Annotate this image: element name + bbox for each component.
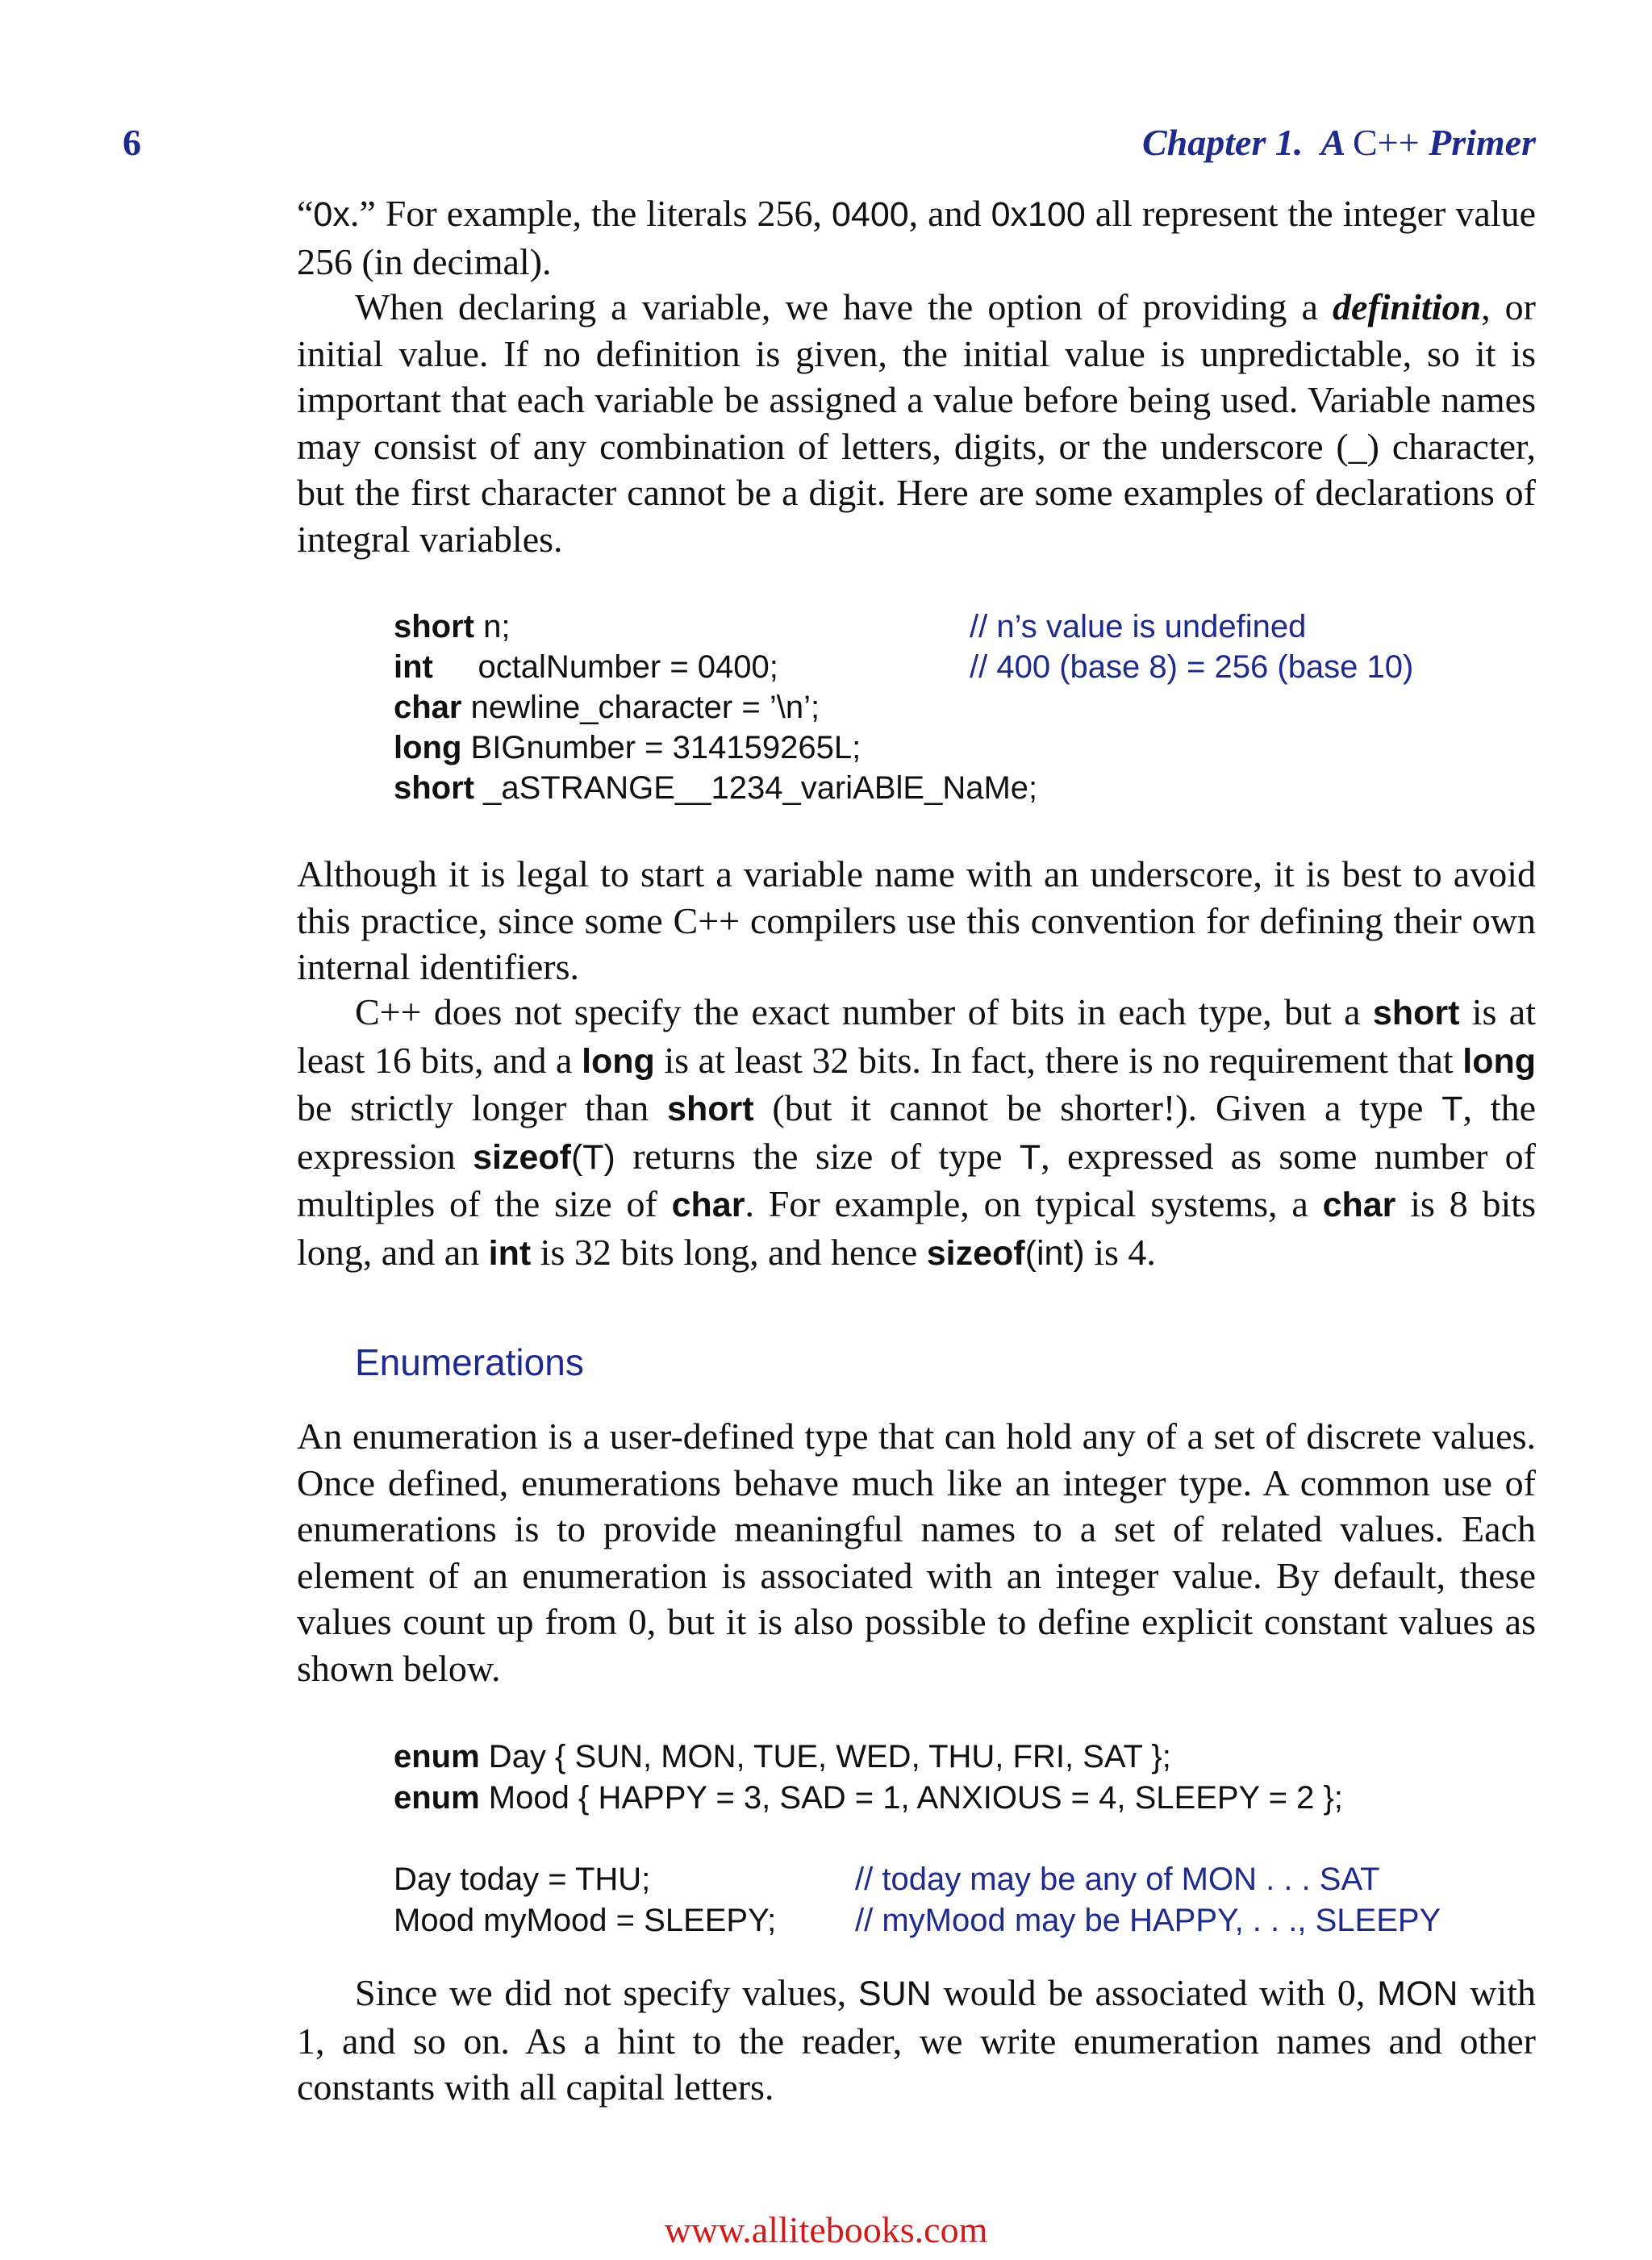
- code-line: [394, 1859, 650, 1899]
- paragraph-5: [297, 1413, 1536, 1691]
- code-line: [394, 1778, 1343, 1818]
- code-comment: // n’s value is undefined: [970, 609, 1307, 644]
- section-heading: Enumerations: [355, 1341, 584, 1383]
- text: would be associated with 0,: [931, 1972, 1378, 2013]
- code-keyword: enum: [394, 1780, 480, 1816]
- code-text: Mood myMood = SLEEPY;: [394, 1903, 777, 1938]
- code-comment: // myMood may be HAPPY, . . ., SLEEPY: [855, 1903, 1441, 1938]
- keyword-sizeof: sizeof: [473, 1137, 571, 1177]
- code-text: Mood { HAPPY = 3, SAD = 1, ANXIOUS = 4, SLEEPY = 2 };: [479, 1780, 1343, 1816]
- code-line: [394, 607, 510, 647]
- text: (but it cannot be shorter!). Given a type: [753, 1087, 1442, 1128]
- type-t: T: [1019, 1137, 1041, 1177]
- code-keyword: int: [394, 649, 433, 685]
- keyword-char: char: [671, 1186, 745, 1224]
- paragraph-text: Although it is legal to start a variable name with an underscore, it is best to avoid this practice, since some C++ compilers use this convention for defining their own internal identifiers.: [297, 853, 1536, 987]
- code-keyword: long: [394, 730, 462, 765]
- running-head: [1142, 121, 1536, 164]
- chapter-label: Chapter 1.: [1142, 122, 1304, 163]
- code-comment: // 400 (base 8) = 256 (base 10): [970, 649, 1414, 685]
- keyword-long: long: [582, 1041, 655, 1081]
- literal-0x100: 0x100: [991, 195, 1086, 234]
- text: , or initial value. If no definition is given, the initial value is unpredictable, so it is important that each variable be assigned a value before being used. Variable names may consist of any combination of letters, digits, or the underscore (_) character, but the first character cannot be a digit. Here are some examples of declarations of integral variables.: [297, 286, 1536, 560]
- text: is at least 16 bits, and a: [297, 991, 1536, 1081]
- page-number: 6: [123, 122, 141, 163]
- text: , the expression: [297, 1087, 1537, 1177]
- text: all represent the integer value 256 (in decimal).: [297, 193, 1536, 282]
- code-text: Day today = THU;: [394, 1862, 651, 1897]
- code-keyword: char: [394, 690, 462, 725]
- code-text: n;: [474, 609, 511, 644]
- expr-t: (T): [570, 1137, 615, 1177]
- paragraph-3: [297, 851, 1536, 990]
- text: returns the size of type: [615, 1135, 1020, 1177]
- paragraph-text: An enumeration is a user-defined type that can hold any of a set of discrete values. Once defined, enumerations behave much like an integer type. A common use of enumerations is to provide meaningful names to a set of related values. Each element of an enumeration is associated with an integer value. By default, these values count up from 0, but it is also possible to define explicit constant values as shown below.: [297, 1416, 1536, 1689]
- paragraph-4: [297, 989, 1536, 1277]
- chapter-title-primer: Primer: [1429, 122, 1536, 163]
- code-line: [394, 687, 820, 728]
- code-keyword: short: [394, 609, 474, 644]
- keyword-char: char: [1322, 1186, 1396, 1224]
- text: When declaring a variable, we have the option of providing a: [355, 286, 1333, 327]
- code-line: [394, 1900, 776, 1941]
- text: “: [297, 193, 314, 234]
- paragraph-1: [297, 190, 1536, 285]
- code-keyword: short: [394, 770, 474, 806]
- text: Since we did not specify values,: [355, 1972, 858, 2013]
- code-line: [394, 768, 1037, 808]
- keyword-int: int: [488, 1233, 532, 1273]
- term-definition: definition: [1333, 286, 1482, 327]
- footer-website-link[interactable]: www.allitebooks.com: [664, 2209, 988, 2250]
- identifier-mon: MON: [1377, 1974, 1458, 2013]
- type-t: T: [1441, 1090, 1463, 1128]
- keyword-short: short: [667, 1090, 754, 1128]
- text: C++ does not specify the exact number of bits in each type, but a: [355, 991, 1373, 1032]
- text: . For example, on typical systems, a: [745, 1183, 1323, 1224]
- keyword-short: short: [1372, 994, 1460, 1032]
- code-line: [394, 647, 778, 687]
- identifier-sun: SUN: [857, 1974, 932, 2013]
- code-text: _aSTRANGE__1234_variABlE_NaMe;: [474, 770, 1038, 806]
- text: , and: [908, 193, 991, 234]
- code-comment: // today may be any of MON . . . SAT: [855, 1862, 1380, 1897]
- paragraph-2: [297, 284, 1536, 562]
- chapter-title-a: A: [1320, 122, 1344, 163]
- code-text: Day { SUN, MON, TUE, WED, THU, FRI, SAT };: [479, 1739, 1171, 1774]
- text: is 4.: [1084, 1231, 1156, 1273]
- literal-0x: 0x: [313, 195, 350, 234]
- keyword-sizeof: sizeof: [926, 1233, 1025, 1273]
- code-line: [394, 728, 861, 768]
- code-text: BIGnumber = 314159265L;: [461, 730, 861, 765]
- code-text: octalNumber = 0400;: [432, 649, 778, 685]
- text: be strictly longer than: [297, 1087, 668, 1128]
- literal-0400: 0400: [831, 195, 909, 234]
- text: , expressed as some number of multiples of the size of: [297, 1135, 1536, 1224]
- code-keyword: enum: [394, 1739, 480, 1774]
- text: .” For example, the literals 256,: [349, 193, 832, 234]
- text: with 1, and so on. As a hint to the reader, we write enumeration names and other constants with all capital letters.: [297, 1972, 1537, 2108]
- text: is 32 bits long, and hence: [531, 1231, 927, 1273]
- code-line: [394, 1737, 1171, 1777]
- text: is at least 32 bits. In fact, there is no requirement that: [654, 1039, 1463, 1081]
- expr-int: (int): [1024, 1233, 1085, 1273]
- keyword-long: long: [1462, 1041, 1536, 1081]
- text: is 8 bits long, and an: [297, 1183, 1536, 1273]
- chapter-title-cpp: C++: [1353, 122, 1420, 163]
- paragraph-6: [297, 1970, 1536, 2111]
- code-text: newline_character = ’\n’;: [461, 690, 820, 725]
